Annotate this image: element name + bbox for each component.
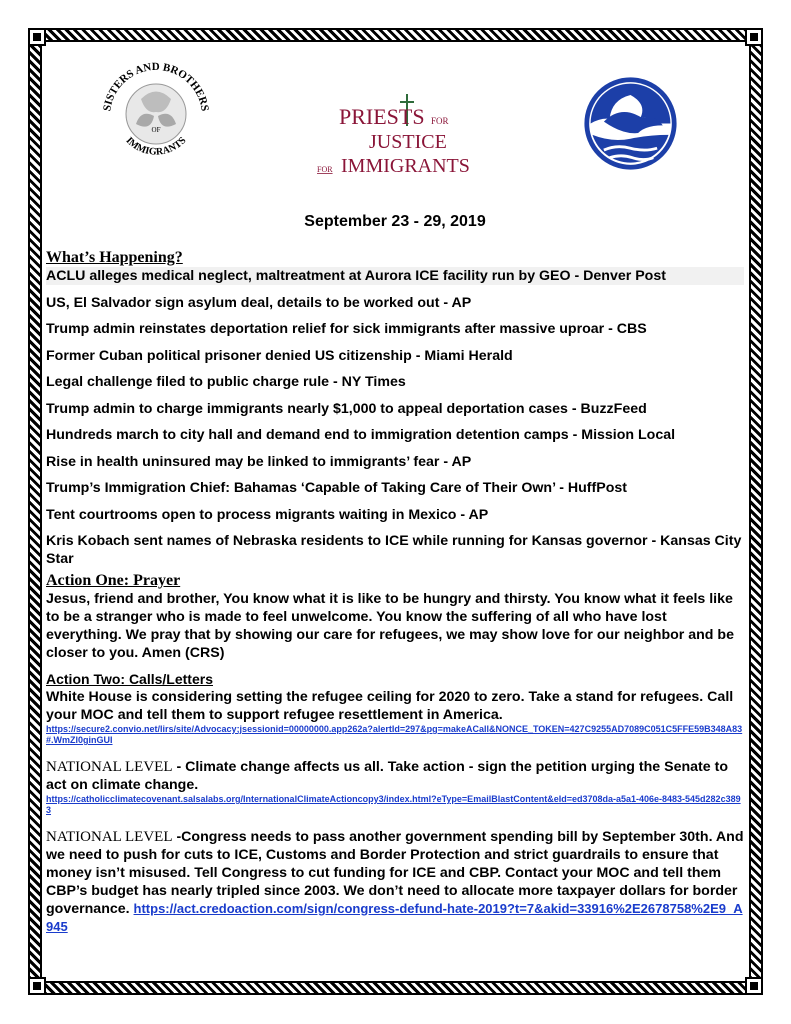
national-level-label: NATIONAL LEVEL [46,829,173,845]
news-item[interactable]: US, El Salvador sign asylum deal, details to be worked out - AP [46,294,472,311]
newsletter-content [46,44,744,936]
logo-top-text: SISTERS AND BROTHERS [101,60,211,112]
priests-word: PRIESTS [339,104,425,129]
priests-for-2: FOR [317,165,333,174]
national-level-label: NATIONAL LEVEL [46,759,173,775]
news-item[interactable]: Legal challenge filed to public charge rule - NY Times [46,374,406,390]
action-two-text: White House is considering setting the refugee ceiling for 2020 to zero. Take a stand for refugees. Call your MOC and tell them to support refugee resettlement in America. [46,689,734,723]
immigrants-word: IMMIGRANTS [341,155,470,177]
national-level-spending [46,828,744,936]
refugee-advocacy-link[interactable]: https://secure2.convio.net/lirs/site/Advocacy;jsessionid=00000000.app262a?alertId=297&pg=makeACall&NONCE_TOKEN=427C9255AD7089C051C5FFE59B348A83#.WmZl0ginGUI [46,724,743,745]
dove-logo-icon [583,76,678,171]
news-item[interactable]: Rise in health uninsured may be linked to immigrants’ fear - AP [46,453,472,470]
border-corner-top-left [30,30,44,44]
logo-bottom-text: IMMIGRANTS [123,135,189,158]
news-item[interactable]: Trump’s Immigration Chief: Bahamas ‘Capable of Taking Care of Their Own’ - HuffPost [46,480,627,496]
priests-for-justice-logo [311,92,481,182]
climate-text: - Climate change affects us all. Take action - sign the petition urging the Senate to act on climate change. [46,759,729,793]
date-range: September 23 - 29, 2019 [304,213,486,230]
action-two-heading: Action Two: Calls/Letters [46,671,213,687]
border-corner-bottom-right [747,979,761,993]
news-item[interactable]: Hundreds march to city hall and demand end to immigration detention camps - Mission Local [46,427,676,443]
news-item[interactable]: Former Cuban political prisoner denied US citizenship - Miami Herald [46,347,513,364]
news-list [46,267,744,568]
whats-happening-heading: What’s Happening? [46,249,183,266]
logo-row [46,44,744,199]
priests-for-1: FOR [431,116,449,126]
news-item[interactable]: Trump admin to charge immigrants nearly $1,000 to appeal deportation cases - BuzzFeed [46,400,647,417]
climate-petition-link[interactable]: https://catholicclimatecovenant.salsalabs.org/InternationalClimateActioncopy3/index.html?eType=EmailBlastContent&eId=ed3708da-a5a1-406e-8483-545d282c3893 [46,794,741,815]
news-item[interactable]: Kris Kobach sent names of Nebraska residents to ICE while running for Kansas governor - Kansas City Star [46,533,742,567]
action-one-heading: Action One: Prayer [46,572,181,589]
logo-middle-text: OF [151,126,161,134]
news-item[interactable]: Tent courtrooms open to process migrants waiting in Mexico - AP [46,506,489,523]
border-corner-top-right [747,30,761,44]
national-level-climate [46,758,744,816]
sisters-brothers-logo [96,54,216,174]
border-corner-bottom-left [30,979,44,993]
defund-hate-link[interactable]: https://act.credoaction.com/sign/congress-defund-hate-2019?t=7&akid=33916%2E2678758%2E9_A945 [46,901,743,934]
prayer-text: Jesus, friend and brother, You know what it is like to be hungry and thirsty. You know what it feels like to be a stranger who is made to feel unwelcome. You know the suffering of all who have lost everything. We pray that by showing our care for refugees, we may show love for our neighbor and be closer to you. Amen (CRS) [46,591,734,661]
news-item[interactable]: ACLU alleges medical neglect, maltreatment at Aurora ICE facility run by GEO - Denver Post [46,267,744,285]
news-item[interactable]: Trump admin reinstates deportation relief for sick immigrants after massive uproar - CBS [46,321,647,337]
justice-word: JUSTICE [369,131,447,153]
spending-text: -Congress needs to pass another government spending bill by September 30th. And we need to push for cuts to ICE, Customs and Border Protection and strict guardrails to ensure that money isn’t misused. Tell Congress to cut funding for ICE and CBP. Contact your MOC and tell them CBP’s budget has nearly tripled since 2003. We don’t need to allocate more taxpayer dollars for border governance. [46,829,744,917]
